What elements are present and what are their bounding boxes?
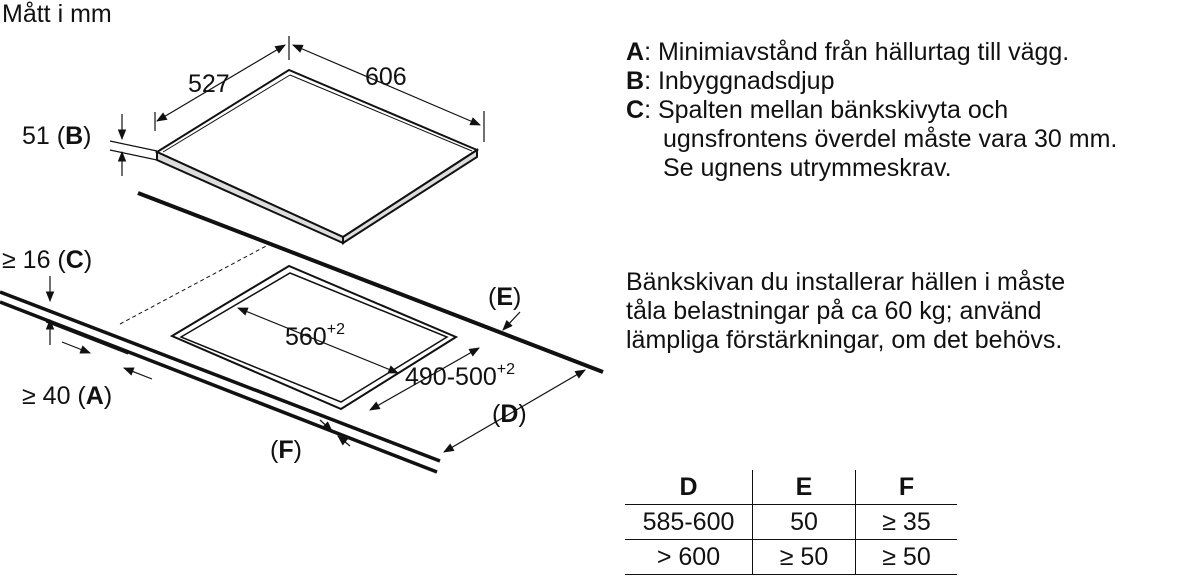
- legend-item-a: [626, 38, 1117, 67]
- hob-width-label: 606: [365, 63, 407, 91]
- table-cell: > 600: [625, 540, 753, 575]
- legend-text: : Minimiavstånd från hällurtag till vägg.: [644, 38, 1070, 66]
- table-row: [625, 540, 957, 575]
- marker-c-label: ≥ 16 (C): [2, 246, 93, 274]
- unit-label: Mått i mm: [2, 0, 112, 28]
- column-header-e: E: [753, 470, 856, 505]
- note-line: tåla belastningar på ca 60 kg; använd: [626, 297, 1042, 325]
- marker-a-label: ≥ 40 (A): [22, 382, 113, 410]
- legend-item-b: [626, 67, 1117, 96]
- table-header-row: [625, 470, 957, 505]
- marker-f-label: (F): [270, 436, 302, 464]
- cutout-width-label: $490-500^{+2}$: [405, 361, 515, 391]
- legend-text: : Spalten mellan bänkskivyta och: [644, 96, 1009, 124]
- legend-key: A: [626, 38, 645, 66]
- table-cell: 585-600: [625, 505, 753, 540]
- legend-item-c: [626, 96, 1117, 125]
- hob-height-label: 51 (B): [22, 122, 92, 150]
- note-line: lämpliga förstärkningar, om det behövs.: [626, 326, 1063, 354]
- hob-depth-label: 527: [188, 70, 230, 98]
- legend-key: B: [626, 67, 645, 95]
- legend-text-continued: Se ugnens utrymmeskrav.: [663, 154, 952, 182]
- marker-e-label: (E): [488, 283, 522, 311]
- table-row: [625, 505, 957, 540]
- column-header-f: F: [856, 470, 958, 505]
- marker-d-label: (D): [492, 400, 527, 428]
- table-cell: ≥ 35: [856, 505, 958, 540]
- table-cell: 50: [753, 505, 856, 540]
- dimension-table: [625, 470, 957, 575]
- cutout-depth-label: $560^{+2}$: [285, 321, 345, 351]
- legend-text-continued: ugnsfrontens överdel måste vara 30 mm.: [663, 125, 1118, 153]
- legend: [626, 38, 1117, 183]
- note-line: Bänkskivan du installerar hällen i måste: [626, 268, 1066, 296]
- load-note: [626, 268, 1065, 355]
- table-cell: ≥ 50: [856, 540, 958, 575]
- legend-key: C: [626, 96, 645, 124]
- legend-text: : Inbyggnadsdjup: [644, 67, 835, 95]
- table-cell: ≥ 50: [753, 540, 856, 575]
- column-header-d: D: [625, 470, 753, 505]
